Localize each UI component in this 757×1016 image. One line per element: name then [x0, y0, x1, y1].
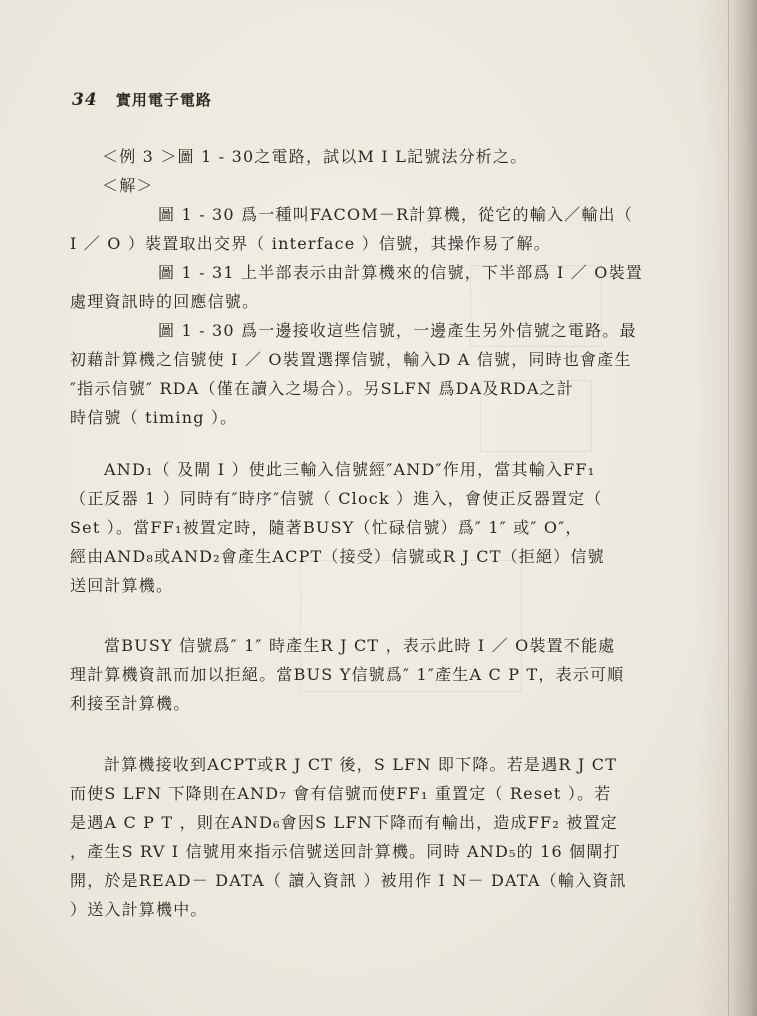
- text-line: 圖 1 - 30 爲一種叫FACOM－R計算機，從它的輸入／輸出（: [158, 205, 633, 224]
- paragraph-and1: [70, 455, 640, 600]
- text-line: 時信號（ timing ）。: [70, 408, 238, 427]
- text-line: AND₁（ 及閘 I ）使此三輸入信號經″AND″作用，當其輸入FF₁: [104, 460, 596, 479]
- paragraph-busy: [70, 631, 640, 718]
- text-line: 當BUSY 信號爲″ 1″ 時產生R J CT ，表示此時 I ／ O裝置不能處: [104, 636, 616, 655]
- text-line: （正反器 1 ）同時有″時序″信號（ Clock ）進入，會使正反器置定（: [70, 489, 603, 508]
- text-line: ）送入計算機中。: [70, 900, 208, 919]
- text-line: ，產生S RV I 信號用來指示信號送回計算機。同時 AND₅的 16 個閘打: [70, 842, 621, 861]
- text-line: Set ）。當FF₁被置定時，隨著BUSY（忙碌信號）爲″ 1″ 或″ O″，: [70, 518, 583, 537]
- text-line: I ／ O ）裝置取出交界（ interface ）信號，其操作易了解。: [70, 234, 551, 253]
- text-line: 計算機接收到ACPT或R J CT 後，S LFN 即下降。若是遇R J CT: [104, 755, 618, 774]
- binding-gutter-shadow: [697, 0, 757, 1016]
- text-line: 處理資訊時的回應信號。: [70, 292, 260, 311]
- paragraph-acpt: [70, 750, 640, 924]
- binding-fold-line: [728, 0, 729, 1016]
- text-line: 是遇A C P T ，則在AND₆會因S LFN下降而有輸出，造成FF₂ 被置定: [70, 813, 618, 832]
- text-line: 圖 1 - 30 爲一邊接收這些信號，一邊產生另外信號之電路。最: [158, 321, 637, 340]
- text-line: 開，於是READ－ DATA（ 讀入資訊 ）被用作 I N－ DATA（輸入資訊: [70, 871, 627, 890]
- text-line: 利接至計算機。: [70, 694, 191, 713]
- text-line: 初藉計算機之信號使 I ／ O裝置選擇信號，輸入D A 信號，同時也會產生: [70, 350, 632, 369]
- text-line: ″指示信號″ RDA（僅在讀入之場合）。另SLFN 爲DA及RDA之計: [70, 379, 575, 398]
- paragraph-block-example: [70, 142, 643, 432]
- text-line: 經由AND₈或AND₂會產生ACPT（接受）信號或R J CT（拒絕）信號: [70, 547, 605, 566]
- book-title: 實用電子電路: [115, 91, 212, 109]
- page-number: 34: [72, 90, 98, 110]
- text-line: 而使S LFN 下降則在AND₇ 會有信號而使FF₁ 重置定（ Reset ）。若: [70, 784, 612, 803]
- text-line: 理計算機資訊而加以拒絕。當BUS Y信號爲″ 1″產生A C P T，表示可順: [70, 665, 625, 684]
- text-line: ＜例 3 ＞圖 1 - 30之電路，試以M I L記號法分析之。: [102, 147, 528, 166]
- text-line: 送回計算機。: [70, 576, 174, 595]
- text-line: ＜解＞: [102, 176, 154, 195]
- page-header: [72, 89, 212, 110]
- text-line: 圖 1 - 31 上半部表示由計算機來的信號，下半部爲 I ／ O裝置: [158, 263, 643, 282]
